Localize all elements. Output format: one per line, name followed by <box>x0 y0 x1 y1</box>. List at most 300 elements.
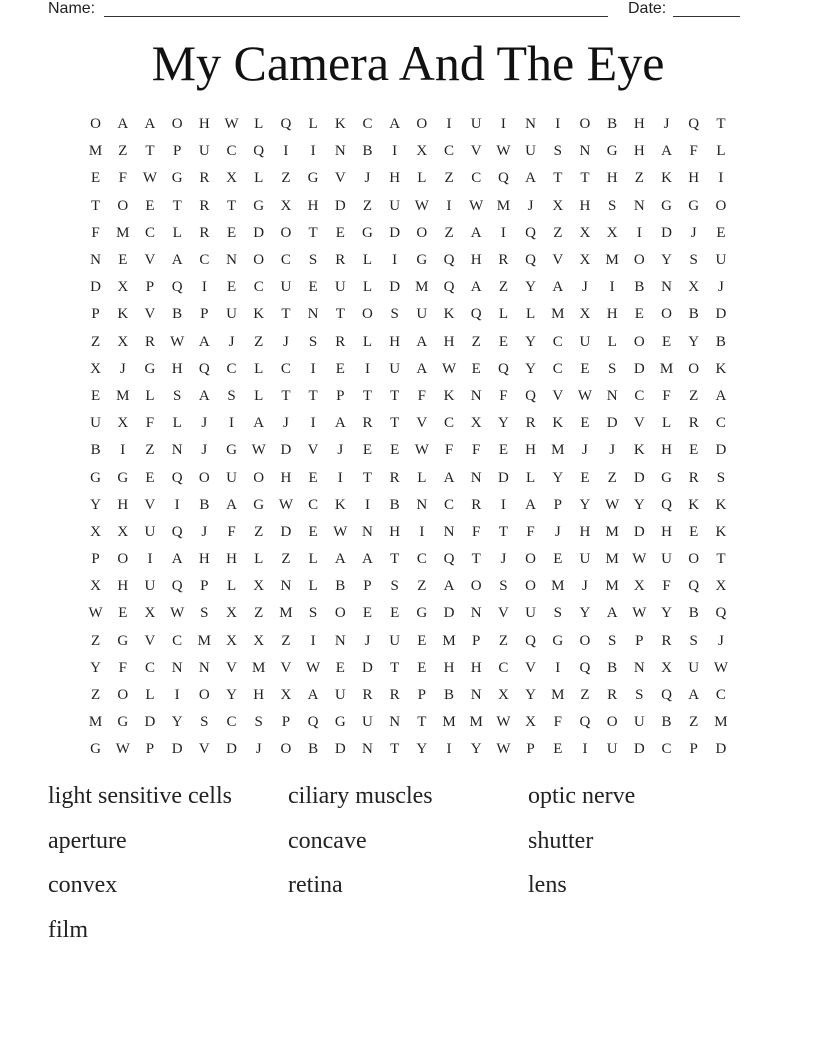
grid-letter: E <box>553 741 563 758</box>
grid-letter: X <box>661 659 672 676</box>
grid-letter: W <box>251 442 266 459</box>
grid-letter: I <box>392 143 398 160</box>
grid-letter: H <box>198 551 210 568</box>
grid-letter: E <box>417 632 427 649</box>
word-item: film <box>48 916 88 943</box>
grid-letter: H <box>579 523 591 540</box>
grid-letter: S <box>553 605 562 622</box>
grid-letter: A <box>661 143 672 160</box>
grid-letter: U <box>715 252 727 269</box>
grid-letter: G <box>90 469 102 486</box>
grid-letter: F <box>444 442 454 459</box>
grid-letter: H <box>443 659 455 676</box>
grid-letter: O <box>606 714 618 731</box>
grid-letter: Q <box>171 469 183 486</box>
grid-letter: X <box>579 224 591 241</box>
grid-letter: T <box>91 197 101 214</box>
grid-letter: R <box>498 252 509 269</box>
grid-letter: J <box>282 333 289 350</box>
grid-letter: O <box>253 469 265 486</box>
grid-letter: H <box>525 442 537 459</box>
grid-letter: P <box>200 306 209 323</box>
grid-letter: C <box>144 659 155 676</box>
grid-letter: U <box>416 306 428 323</box>
grid-letter: G <box>552 632 564 649</box>
grid-letter: B <box>688 605 699 622</box>
grid-letter: C <box>715 415 726 432</box>
grid-letter: D <box>633 469 645 486</box>
grid-letter: D <box>334 197 346 214</box>
grid-letter: F <box>553 714 562 731</box>
grid-letter: G <box>362 224 373 241</box>
grid-letter: D <box>90 279 102 296</box>
grid-letter: S <box>390 306 399 323</box>
letter-grid <box>82 111 735 764</box>
grid-letter: W <box>278 496 293 513</box>
grid-letter: B <box>688 306 699 323</box>
grid-letter: O <box>579 116 591 133</box>
grid-letter: A <box>198 333 210 350</box>
grid-letter: M <box>551 578 565 595</box>
grid-letter: N <box>171 659 183 676</box>
grid-letter: Y <box>661 605 672 622</box>
grid-letter: Q <box>443 551 455 568</box>
grid-letter: Q <box>579 659 591 676</box>
grid-letter: J <box>554 523 561 540</box>
grid-letter: K <box>552 415 564 432</box>
grid-letter: I <box>310 143 316 160</box>
grid-letter: J <box>201 415 208 432</box>
grid-letter: W <box>577 387 593 404</box>
grid-letter: X <box>606 224 618 241</box>
grid-letter: Q <box>253 143 265 160</box>
grid-letter: T <box>281 387 291 404</box>
grid-letter: T <box>335 306 345 323</box>
grid-letter: V <box>497 605 509 622</box>
word-item: retina <box>288 872 343 898</box>
grid-letter: E <box>417 659 427 676</box>
grid-letter: B <box>715 333 726 350</box>
grid-letter: G <box>117 469 129 486</box>
grid-letter: U <box>525 143 537 160</box>
grid-letter: Y <box>171 714 183 731</box>
grid-letter: T <box>308 387 318 404</box>
grid-letter: E <box>580 415 590 432</box>
grid-letter: M <box>415 279 429 296</box>
grid-letter: U <box>661 551 672 568</box>
grid-letter: T <box>716 551 726 568</box>
grid-letter: K <box>715 496 727 513</box>
grid-letter: H <box>226 551 237 568</box>
grid-letter: Q <box>171 279 183 296</box>
grid-letter: U <box>688 659 700 676</box>
grid-letter: X <box>117 279 129 296</box>
grid-letter: Y <box>470 741 482 758</box>
grid-letter: V <box>144 632 156 649</box>
grid-letter: S <box>390 578 399 595</box>
grid-letter: C <box>416 551 427 568</box>
grid-letter: E <box>498 333 508 350</box>
grid-letter: U <box>579 551 591 568</box>
grid-letter: J <box>582 442 588 459</box>
grid-letter: U <box>389 197 401 214</box>
grid-letter: E <box>226 224 237 241</box>
grid-letter: W <box>469 197 484 214</box>
word-item: ciliary muscles <box>288 783 433 809</box>
grid-letter: P <box>417 687 427 704</box>
grid-letter: S <box>553 143 562 160</box>
grid-letter: P <box>91 306 100 323</box>
grid-letter: Q <box>280 116 292 133</box>
grid-letter: O <box>579 632 591 649</box>
grid-letter: N <box>362 741 373 758</box>
grid-letter: V <box>144 252 156 269</box>
grid-letter: E <box>716 224 726 241</box>
grid-letter: I <box>555 116 561 133</box>
grid-letter: G <box>253 197 265 214</box>
grid-letter: M <box>605 252 619 269</box>
grid-letter: T <box>417 714 427 731</box>
grid-letter: Y <box>688 333 700 350</box>
grid-letter: F <box>118 170 127 187</box>
grid-letter: O <box>280 741 292 758</box>
grid-letter: S <box>689 632 698 649</box>
grid-letter: V <box>633 415 645 432</box>
grid-letter: C <box>661 741 672 758</box>
grid-letter: J <box>228 333 235 350</box>
grid-letter: J <box>690 224 697 241</box>
grid-letter: A <box>470 279 482 296</box>
grid-letter: Q <box>525 387 537 404</box>
grid-letter: P <box>145 741 155 758</box>
grid-letter: H <box>606 170 618 187</box>
grid-letter: R <box>688 415 699 432</box>
grid-letter: H <box>661 523 672 540</box>
grid-letter: I <box>337 469 343 486</box>
grid-letter: J <box>582 578 588 595</box>
grid-letter: T <box>498 523 508 540</box>
grid-letter: S <box>200 714 209 731</box>
grid-letter: N <box>579 143 591 160</box>
grid-letter: M <box>496 197 511 214</box>
grid-letter: D <box>715 442 727 459</box>
grid-letter: K <box>715 360 727 377</box>
grid-letter: L <box>254 170 264 187</box>
grid-letter: E <box>118 252 128 269</box>
grid-letter: Z <box>607 469 617 486</box>
grid-letter: C <box>172 632 183 649</box>
grid-letter: E <box>362 605 373 622</box>
grid-letter: V <box>280 659 292 676</box>
grid-letter: X <box>416 143 428 160</box>
grid-letter: F <box>689 143 698 160</box>
grid-letter: E <box>689 442 699 459</box>
grid-letter: I <box>446 741 452 758</box>
grid-letter: E <box>145 469 155 486</box>
grid-letter: T <box>308 224 318 241</box>
grid-letter: L <box>308 551 318 568</box>
grid-letter: M <box>252 659 266 676</box>
grid-letter: K <box>117 306 129 323</box>
grid-letter: F <box>662 387 671 404</box>
grid-letter: C <box>144 224 155 241</box>
grid-letter: M <box>279 605 293 622</box>
grid-letter: Z <box>444 170 454 187</box>
grid-letter: S <box>689 252 698 269</box>
grid-letter: I <box>446 116 452 133</box>
grid-letter: L <box>254 360 264 377</box>
name-line[interactable] <box>104 16 608 17</box>
grid-letter: A <box>253 415 265 432</box>
grid-letter: Z <box>634 170 644 187</box>
grid-letter: H <box>606 306 618 323</box>
grid-letter: H <box>117 496 129 513</box>
grid-letter: F <box>227 523 236 540</box>
grid-letter: J <box>364 170 371 187</box>
grid-letter: O <box>661 306 672 323</box>
grid-letter: E <box>118 605 128 622</box>
grid-letter: A <box>443 469 455 486</box>
grid-letter: E <box>471 360 481 377</box>
grid-letter: X <box>226 605 237 622</box>
grid-letter: H <box>280 469 292 486</box>
grid-letter: G <box>334 714 346 731</box>
grid-letter: P <box>91 551 100 568</box>
grid-letter: Q <box>661 496 672 513</box>
grid-letter: X <box>90 523 102 540</box>
grid-letter: Q <box>525 224 537 241</box>
grid-letter: K <box>715 523 727 540</box>
grid-letter: U <box>389 360 401 377</box>
grid-letter: Q <box>307 714 319 731</box>
grid-letter: J <box>201 442 208 459</box>
grid-letter: H <box>579 197 591 214</box>
grid-letter: O <box>198 687 210 704</box>
grid-letter: I <box>174 496 180 513</box>
grid-letter: U <box>226 469 237 486</box>
grid-letter: G <box>226 442 237 459</box>
grid-letter: T <box>390 659 400 676</box>
grid-letter: W <box>632 551 647 568</box>
grid-letter: T <box>580 170 590 187</box>
grid-letter: P <box>336 387 345 404</box>
word-item: optic nerve <box>528 783 636 809</box>
grid-letter: X <box>525 714 537 731</box>
date-line[interactable] <box>673 16 740 17</box>
grid-letter: C <box>226 143 237 160</box>
grid-letter: O <box>117 687 129 704</box>
grid-letter: R <box>389 687 400 704</box>
grid-letter: E <box>91 170 101 187</box>
grid-letter: J <box>119 360 126 377</box>
grid-letter: A <box>226 496 237 513</box>
grid-letter: W <box>142 170 158 187</box>
grid-letter: Q <box>715 605 727 622</box>
grid-letter: O <box>90 116 102 133</box>
grid-letter: Z <box>689 714 699 731</box>
grid-letter: L <box>145 387 155 404</box>
grid-letter: K <box>661 170 672 187</box>
grid-letter: C <box>226 714 237 731</box>
grid-letter: A <box>416 360 428 377</box>
grid-letter: N <box>90 252 102 269</box>
grid-letter: S <box>308 252 318 269</box>
grid-letter: I <box>582 741 588 758</box>
grid-letter: S <box>227 387 236 404</box>
grid-letter: U <box>579 333 591 350</box>
grid-letter: B <box>634 279 645 296</box>
grid-letter: Z <box>553 224 563 241</box>
grid-letter: D <box>633 523 645 540</box>
grid-letter: X <box>144 605 156 622</box>
grid-letter: G <box>117 632 129 649</box>
grid-letter: A <box>443 578 455 595</box>
grid-letter: N <box>416 496 428 513</box>
grid-letter: L <box>498 306 508 323</box>
grid-letter: D <box>226 741 237 758</box>
grid-letter: H <box>198 116 210 133</box>
grid-letter: A <box>362 551 373 568</box>
grid-letter: U <box>226 306 237 323</box>
grid-letter: Z <box>281 632 291 649</box>
grid-letter: T <box>226 197 237 214</box>
grid-letter: E <box>226 279 237 296</box>
grid-letter: M <box>551 306 565 323</box>
grid-letter: T <box>281 306 291 323</box>
grid-letter: J <box>663 116 670 133</box>
grid-letter: W <box>496 741 511 758</box>
grid-letter: C <box>253 279 264 296</box>
grid-letter: V <box>144 306 156 323</box>
grid-letter: P <box>363 578 372 595</box>
grid-letter: F <box>662 578 671 595</box>
grid-letter: Y <box>497 415 509 432</box>
grid-letter: X <box>226 170 237 187</box>
grid-letter: I <box>364 496 370 513</box>
grid-letter: P <box>553 496 562 513</box>
grid-letter: J <box>500 551 507 568</box>
grid-letter: Z <box>254 523 264 540</box>
grid-letter: V <box>198 741 210 758</box>
grid-letter: A <box>171 252 183 269</box>
grid-letter: A <box>334 551 346 568</box>
grid-letter: M <box>551 687 565 704</box>
grid-letter: D <box>389 279 401 296</box>
grid-letter: N <box>470 605 482 622</box>
grid-letter: S <box>607 360 617 377</box>
grid-letter: D <box>606 415 618 432</box>
grid-letter: W <box>713 659 728 676</box>
grid-letter: M <box>442 632 456 649</box>
grid-letter: E <box>335 224 345 241</box>
grid-letter: Y <box>416 741 428 758</box>
grid-letter: L <box>254 551 264 568</box>
grid-letter: Q <box>171 523 183 540</box>
grid-letter: Z <box>580 687 590 704</box>
grid-letter: S <box>200 605 209 622</box>
grid-letter: F <box>118 659 127 676</box>
grid-letter: Q <box>661 687 672 704</box>
grid-letter: O <box>688 551 700 568</box>
grid-letter: D <box>280 523 292 540</box>
grid-letter: Z <box>281 170 291 187</box>
grid-letter: E <box>308 469 318 486</box>
grid-letter: W <box>115 741 130 758</box>
grid-letter: G <box>117 714 129 731</box>
grid-letter: M <box>116 224 130 241</box>
grid-letter: X <box>253 632 265 649</box>
grid-letter: I <box>310 360 316 377</box>
grid-letter: V <box>226 659 237 676</box>
grid-letter: X <box>280 687 292 704</box>
grid-letter: A <box>525 496 537 513</box>
grid-letter: I <box>500 496 506 513</box>
grid-letter: R <box>335 252 346 269</box>
grid-letter: G <box>144 360 156 377</box>
grid-letter: T <box>390 415 400 432</box>
grid-letter: A <box>334 415 346 432</box>
grid-letter: V <box>470 143 482 160</box>
grid-letter: H <box>443 333 455 350</box>
grid-letter: S <box>254 714 263 731</box>
grid-letter: X <box>688 279 700 296</box>
grid-letter: M <box>605 523 619 540</box>
grid-letter: C <box>444 496 455 513</box>
grid-letter: O <box>171 116 183 133</box>
grid-letter: G <box>253 496 265 513</box>
grid-letter: Y <box>579 605 591 622</box>
grid-letter: T <box>471 551 481 568</box>
grid-letter: A <box>307 687 319 704</box>
grid-letter: C <box>362 116 373 133</box>
grid-letter: T <box>172 197 182 214</box>
grid-letter: X <box>579 306 591 323</box>
grid-letter: O <box>715 197 727 214</box>
grid-letter: H <box>171 360 183 377</box>
grid-letter: W <box>170 605 185 622</box>
grid-letter: I <box>310 632 316 649</box>
word-list <box>48 778 768 956</box>
grid-letter: U <box>144 523 156 540</box>
grid-letter: M <box>605 551 619 568</box>
grid-letter: L <box>308 116 318 133</box>
grid-letter: Q <box>497 360 509 377</box>
grid-letter: O <box>198 469 210 486</box>
grid-letter: L <box>607 333 617 350</box>
grid-letter: T <box>553 170 563 187</box>
grid-letter: R <box>362 687 373 704</box>
grid-letter: E <box>580 360 590 377</box>
grid-letter: I <box>229 415 235 432</box>
grid-letter: Z <box>145 442 155 459</box>
grid-letter: S <box>308 605 318 622</box>
grid-letter: K <box>334 116 346 133</box>
grid-letter: X <box>633 578 645 595</box>
grid-letter: N <box>633 197 645 214</box>
word-item: light sensitive cells <box>48 783 232 809</box>
grid-letter: J <box>609 442 616 459</box>
grid-letter: W <box>414 442 429 459</box>
grid-letter: Y <box>90 659 102 676</box>
grid-letter: P <box>145 279 155 296</box>
grid-letter: Z <box>118 143 128 160</box>
grid-letter: F <box>472 442 481 459</box>
grid-letter: L <box>308 578 318 595</box>
grid-letter: W <box>441 360 457 377</box>
grid-letter: N <box>470 387 482 404</box>
grid-letter: P <box>172 143 182 160</box>
grid-letter: D <box>362 659 373 676</box>
